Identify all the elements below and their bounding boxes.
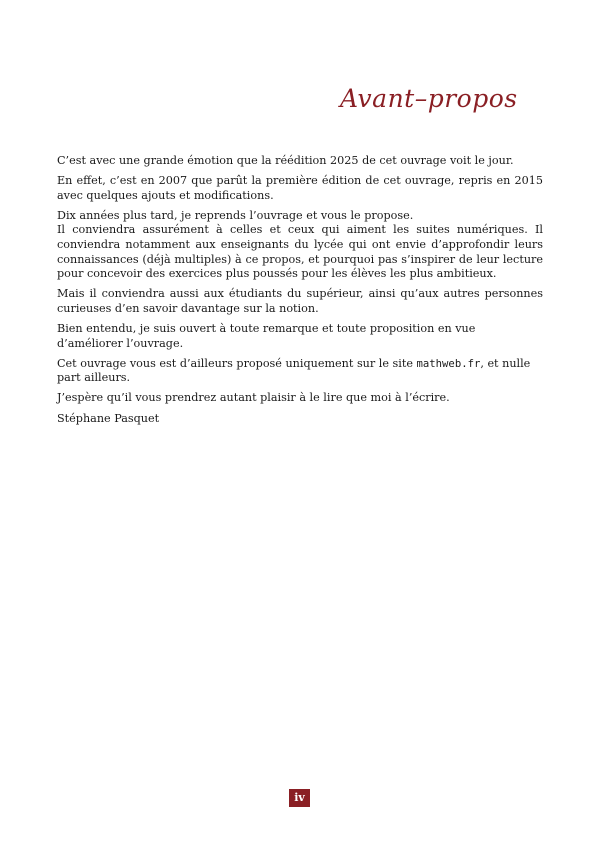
page-title: Avant–propos	[340, 84, 518, 113]
author-signature: Stéphane Pasquet	[57, 412, 160, 425]
page-number-badge: iv	[289, 789, 310, 807]
paragraph-audience-lead: Dix années plus tard, je reprends l’ouvrage et vous le propose.	[57, 208, 414, 222]
paragraph-audience-body: Il conviendra assurément à celles et ceux qui aiment les suites numériques. Il conviendra notamment aux enseignants du lycée qui ont envie d’approfondir leurs connaissances (déjà multiples) à ce propos, et pourquoi pas s’inspirer de leur lecture pour concevoir des exercices plus poussés pour les élèves les plus ambitieux.	[57, 223, 543, 281]
paragraph-history: En effet, c’est en 2007 que parût la première édition de cet ouvrage, repris en 2015 avec quelques ajouts et modifications.	[57, 174, 543, 202]
paragraph-intro: C’est avec une grande émotion que la réédition 2025 de cet ouvrage voit le jour.	[57, 154, 514, 167]
site-link[interactable]: mathweb.fr	[416, 357, 481, 370]
paragraph-closing: J’espère qu’il vous prendrez autant plaisir à le lire que moi à l’écrire.	[57, 391, 450, 405]
availability-text-before: Cet ouvrage vous est d’ailleurs proposé uniquement sur le site	[57, 356, 417, 370]
availability-text-after: , et nulle part ailleurs.	[57, 356, 531, 385]
paragraph-availability	[57, 357, 543, 386]
foreword-body	[57, 154, 543, 411]
paragraph-feedback: Bien entendu, je suis ouvert à toute remarque et toute proposition en vue d’améliorer l’ouvrage.	[57, 321, 476, 350]
paragraph-students: Mais il conviendra aussi aux étudiants du supérieur, ainsi qu’aux autres personnes curieuses d’en savoir davantage sur la notion.	[57, 287, 543, 315]
paragraph-audience	[57, 209, 543, 282]
